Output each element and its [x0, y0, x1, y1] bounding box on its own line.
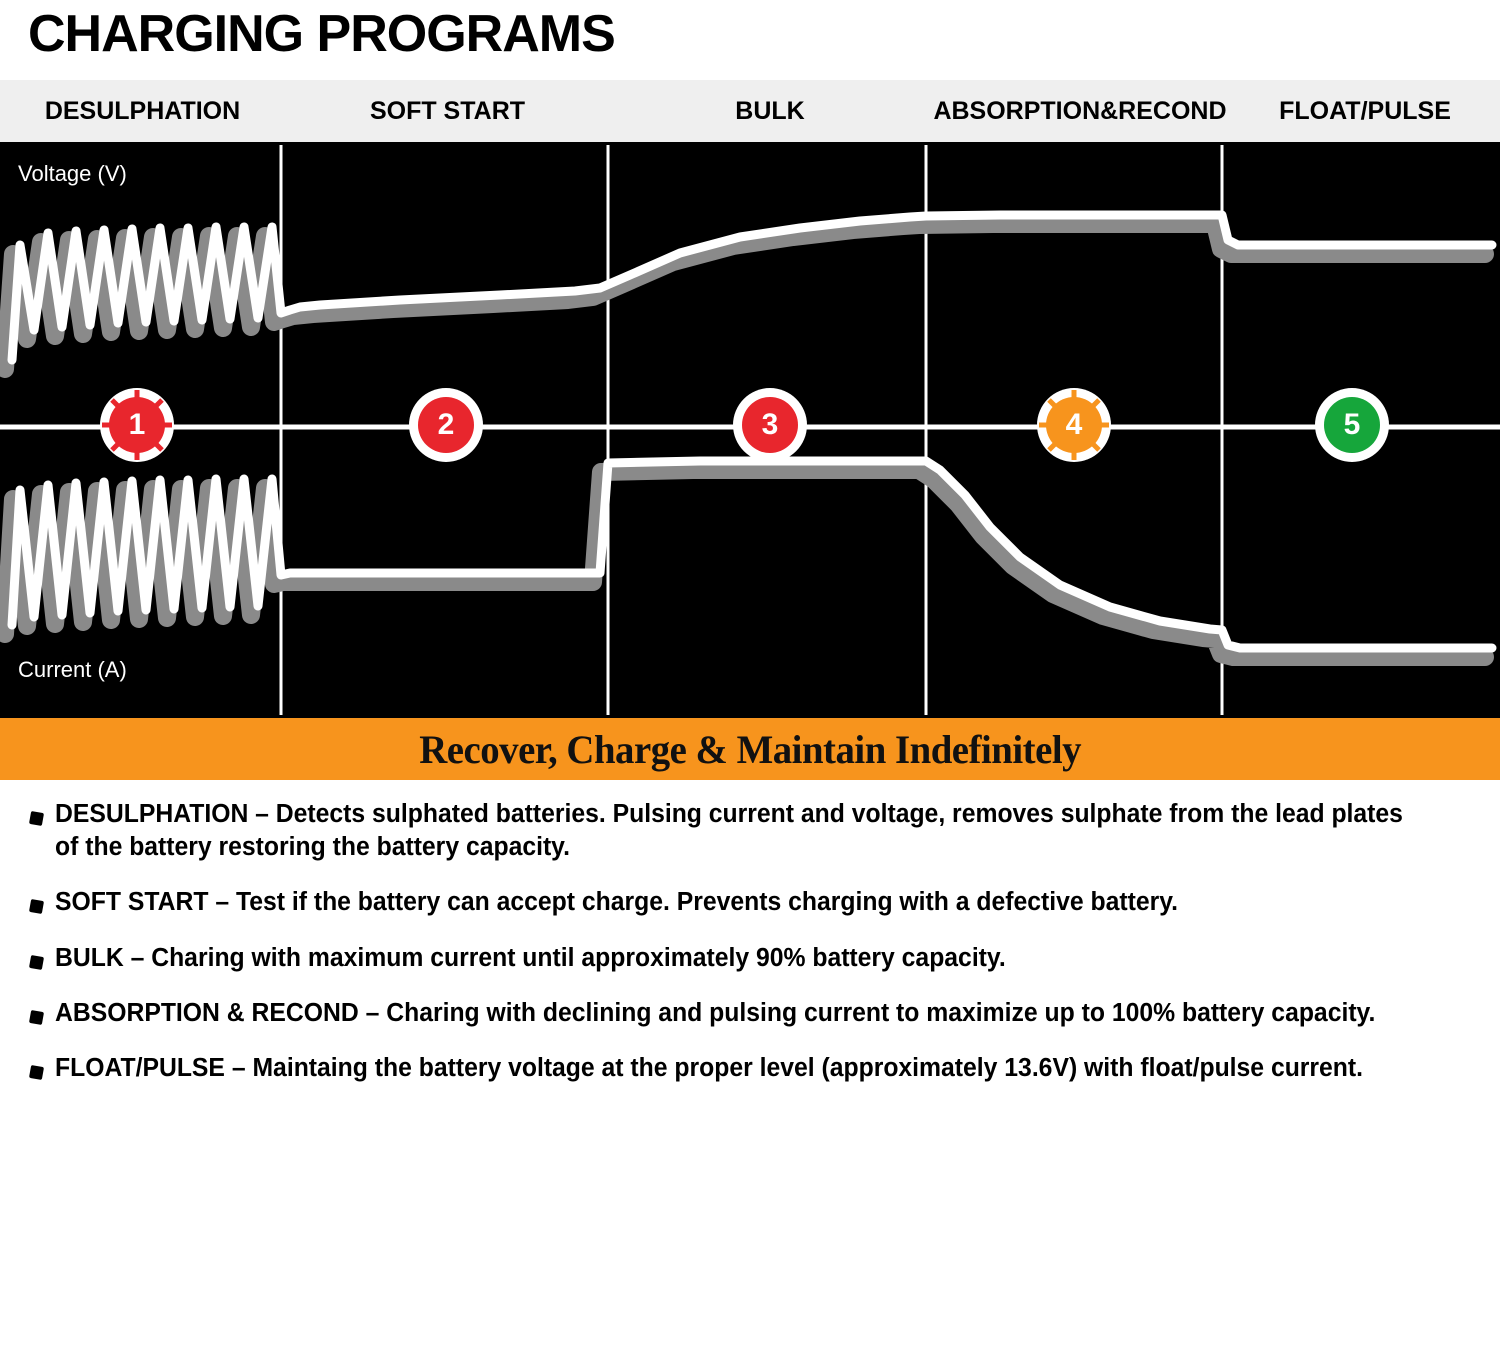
bullet-term: DESULPHATION — [55, 800, 249, 829]
bullet-dash: – — [358, 998, 387, 1027]
stage-marker-5[interactable] — [1315, 388, 1389, 462]
stage-marker-3-number: 3 — [742, 397, 798, 453]
stage-header-float-pulse: FLOAT/PULSE — [1279, 96, 1451, 125]
stage-marker-1-number: 1 — [109, 397, 165, 453]
current-curve — [5, 461, 1492, 657]
bullet-term: FLOAT/PULSE — [55, 1053, 225, 1082]
bullet-dot-icon — [29, 811, 44, 826]
bullet-dash: – — [123, 943, 152, 972]
stage-marker-4-number: 4 — [1046, 397, 1102, 453]
stage-marker-3[interactable] — [733, 388, 807, 462]
voltage-curve — [5, 215, 1492, 369]
bullet-dash: – — [224, 1053, 253, 1082]
bullet-body: Charing with declining and pulsing current to maximize up to 100% battery capacity. — [386, 998, 1376, 1027]
bullet-body: Maintaing the battery voltage at the proper level (approximately 13.6V) with float/pulse current. — [252, 1053, 1364, 1082]
stage-marker-2[interactable] — [409, 388, 483, 462]
axis-label-current: Current (A) — [18, 657, 127, 683]
bullet-dot-icon — [29, 955, 44, 970]
bullet-absorption-recond — [55, 997, 1375, 1030]
bullet-dash: – — [248, 800, 276, 829]
stage-header-soft-start: SOFT START — [369, 96, 526, 125]
stage-header-bulk: BULK — [735, 96, 805, 125]
stage-description-list — [0, 780, 1500, 1085]
charging-curve-graph — [0, 145, 1500, 715]
tagline-banner — [0, 715, 1500, 780]
list-item — [26, 1052, 1474, 1085]
bullet-body: Test if the battery can accept charge. Prevents charging with a defective battery. — [235, 888, 1179, 917]
stage-marker-4[interactable] — [1037, 388, 1111, 462]
stage-marker-1[interactable] — [100, 388, 174, 462]
page-title: CHARGING PROGRAMS — [28, 5, 615, 63]
bullet-float-pulse — [55, 1052, 1363, 1085]
bullet-bulk — [55, 942, 1006, 975]
stage-header-absorption-recond: ABSORPTION&RECOND — [933, 96, 1227, 125]
bullet-dot-icon — [29, 899, 44, 914]
list-item — [26, 798, 1474, 864]
bullet-body: Detects sulphated batteries. Pulsing current and voltage, removes sulphate from the lead plates of the battery restoring the battery capacity. — [55, 800, 1403, 862]
bullet-dot-icon — [29, 1065, 44, 1080]
bullet-term: BULK — [55, 943, 124, 972]
bullet-term: ABSORPTION & RECOND — [55, 998, 359, 1027]
bullet-dot-icon — [29, 1010, 44, 1025]
stage-marker-5-number: 5 — [1324, 397, 1380, 453]
bullet-desulphation — [55, 798, 1431, 864]
axis-label-voltage: Voltage (V) — [18, 161, 127, 187]
bullet-dash: – — [208, 888, 236, 917]
bullet-soft-start — [55, 886, 1178, 919]
stage-marker-2-number: 2 — [418, 397, 474, 453]
list-item — [26, 886, 1474, 919]
stage-header-desulphation: DESULPHATION — [44, 96, 241, 125]
list-item — [26, 997, 1474, 1030]
bullet-term: SOFT START — [55, 888, 209, 917]
list-item — [26, 942, 1474, 975]
tagline-text: Recover, Charge & Maintain Indefinitely — [419, 726, 1081, 772]
stage-header-bar — [0, 80, 1500, 145]
bullet-body: Charing with maximum current until approximately 90% battery capacity. — [151, 943, 1006, 972]
